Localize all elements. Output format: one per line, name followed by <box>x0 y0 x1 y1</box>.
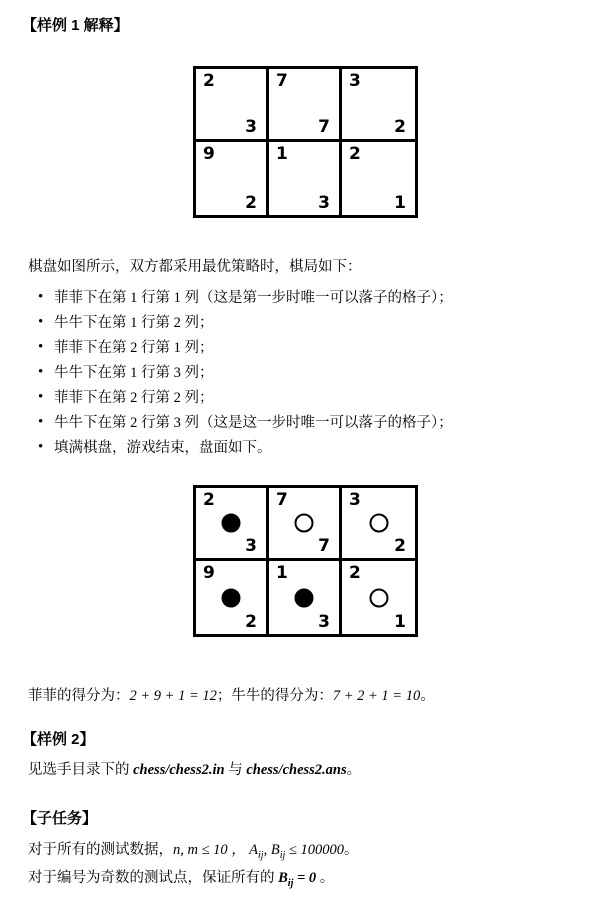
board-cell <box>196 142 269 215</box>
cell-value-a: 2 <box>203 490 215 510</box>
cell-value-a: 7 <box>276 71 288 91</box>
cell-value-b: 3 <box>318 193 330 213</box>
sample2-suffix: 。 <box>346 762 362 778</box>
cell-value-a: 9 <box>203 144 215 164</box>
sample2-text <box>28 760 361 782</box>
subtask2-math-b: B <box>278 870 288 886</box>
move-list-item: • 填满棋盘，游戏结束，盘面如下。 <box>36 438 576 459</box>
stone-white-icon <box>369 514 388 533</box>
stone-white-icon <box>295 514 314 533</box>
board-cell <box>196 488 269 561</box>
cell-value-a: 1 <box>276 563 288 583</box>
cell-value-b: 1 <box>394 193 406 213</box>
cell-value-b: 2 <box>394 536 406 556</box>
cell-value-a: 7 <box>276 490 288 510</box>
stone-black-icon <box>222 588 241 607</box>
subtask2-sub-ij: ij <box>287 877 294 889</box>
subtask1-math-b: , B <box>263 842 280 858</box>
move-list-item: • 菲菲下在第 2 行第 1 列； <box>36 338 576 359</box>
sample2-prefix: 见选手目录下的 <box>28 762 134 778</box>
heading-sample2: 【样例 2】 <box>22 731 95 748</box>
cell-value-b: 3 <box>245 117 257 137</box>
subtask-line-1 <box>28 840 358 863</box>
subtask2-math-zero: = 0 <box>293 870 317 886</box>
cell-value-b: 2 <box>245 612 257 632</box>
board-cell <box>269 561 342 634</box>
subtask1-suffix: 。 <box>343 842 359 858</box>
board-initial-wrapper <box>0 66 611 218</box>
board-intro-text: 棋盘如图所示，双方都采用最优策略时，棋局如下： <box>28 259 362 275</box>
score-mid: ；牛牛的得分为： <box>216 688 333 704</box>
board-cell <box>196 561 269 634</box>
subtask2-suffix: 。 <box>316 870 335 886</box>
cell-value-a: 2 <box>349 563 361 583</box>
subtask1-prefix: 对于所有的测试数据， <box>28 842 173 858</box>
subtask2-prefix: 对于编号为奇数的测试点，保证所有的 <box>28 870 279 886</box>
move-list-item: • 牛牛下在第 1 行第 3 列； <box>36 363 576 384</box>
cell-value-a: 3 <box>349 71 361 91</box>
board-cell <box>269 142 342 215</box>
board-cell <box>196 69 269 142</box>
board-cell <box>269 69 342 142</box>
board-cell <box>342 69 415 142</box>
subtask1-math-limit: ≤ 100000 <box>285 842 344 858</box>
stone-black-icon <box>222 514 241 533</box>
cell-value-b: 1 <box>394 612 406 632</box>
subtask1-math-a: n, m ≤ 10 ， A <box>173 842 259 858</box>
board-cell <box>269 488 342 561</box>
score-niuniu: 7 + 2 + 1 = 10 <box>332 688 421 704</box>
subtask1-sub-ij-1: ij <box>258 849 264 861</box>
chess-board-final <box>193 485 418 637</box>
sample2-mid: 与 <box>224 762 247 778</box>
board-cell <box>342 488 415 561</box>
cell-value-b: 7 <box>318 536 330 556</box>
subtask-line-2 <box>28 868 334 891</box>
board-cell <box>342 561 415 634</box>
score-suffix: 。 <box>420 688 435 704</box>
cell-value-a: 2 <box>203 71 215 91</box>
cell-value-b: 3 <box>245 536 257 556</box>
cell-value-b: 7 <box>318 117 330 137</box>
cell-value-b: 3 <box>318 612 330 632</box>
sample2-input-file: chess/chess2.in <box>133 762 225 778</box>
score-line <box>28 684 435 705</box>
chess-board-initial <box>193 66 418 218</box>
score-prefix: 菲菲的得分为： <box>28 688 130 704</box>
heading-sample1-explanation: 【样例 1 解释】 <box>22 17 129 34</box>
move-list-item: • 牛牛下在第 2 行第 3 列（这是这一步时唯一可以落子的格子）； <box>36 413 576 434</box>
cell-value-a: 9 <box>203 563 215 583</box>
move-list-item: • 菲菲下在第 2 行第 2 列； <box>36 388 576 409</box>
board-cell <box>342 142 415 215</box>
move-list <box>36 288 576 463</box>
cell-value-b: 2 <box>394 117 406 137</box>
score-fifi: 2 + 9 + 1 = 12 <box>129 688 217 704</box>
stone-black-icon <box>295 588 314 607</box>
heading-subtasks: 【子任务】 <box>22 810 98 827</box>
subtask1-sub-ij-2: ij <box>279 849 286 861</box>
board-final-wrapper <box>0 485 611 637</box>
stone-white-icon <box>369 588 388 607</box>
cell-value-a: 2 <box>349 144 361 164</box>
cell-value-a: 3 <box>349 490 361 510</box>
cell-value-b: 2 <box>245 193 257 213</box>
sample2-answer-file: chess/chess2.ans <box>246 762 347 778</box>
move-list-item: • 牛牛下在第 1 行第 2 列； <box>36 313 576 334</box>
cell-value-a: 1 <box>276 144 288 164</box>
move-list-item: • 菲菲下在第 1 行第 1 列（这是第一步时唯一可以落子的格子）； <box>36 288 576 309</box>
